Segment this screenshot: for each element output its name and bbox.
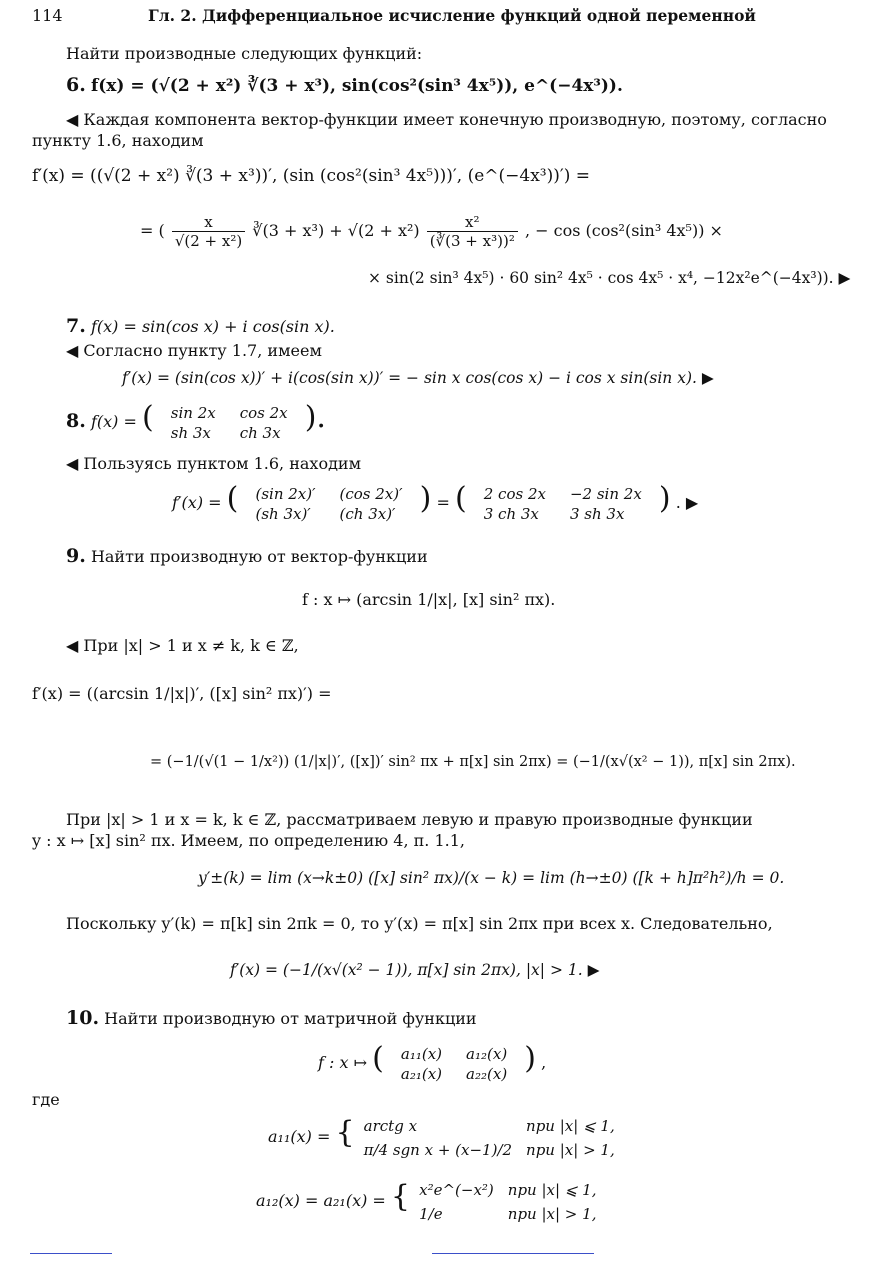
matrix-cell: a₁₂(x) <box>466 1044 508 1063</box>
case-expression: 1/e <box>419 1204 443 1223</box>
problem-6-derivative-line2 <box>140 204 723 258</box>
problem-8-bracket-right: ). <box>304 400 326 435</box>
a11-definition <box>268 1112 625 1162</box>
case-condition: при |x| > 1, <box>507 1204 597 1223</box>
problem-6-number: 6. <box>66 74 86 96</box>
problem-9-text3: Поскольку y′(k) = π[k] sin 2πk = 0, то y′(x) = π[x] sin 2πx при всех x. Следовательно, <box>66 914 773 933</box>
problem-10-number: 10. <box>66 1007 100 1029</box>
a11-brace: { <box>335 1115 355 1150</box>
problem-8-bracket-right-3: ) <box>658 481 671 516</box>
problem-7-formula: f(x) = sin(cos x) + i cos(sin x). <box>90 317 335 336</box>
matrix-cell: cos 2x <box>239 403 288 422</box>
problem-6-solution-line1: ◀ Каждая компонента вектор-функции имеет конечную производную, поэтому, согласно <box>66 110 827 129</box>
problem-6-formula: f(x) = (√(2 + x²) ∛(3 + x³), sin(cos²(sin³ 4x⁵)), e^(−4x³)). <box>90 76 623 96</box>
problem-8-bracket-right-2: ) <box>419 481 432 516</box>
problem-10-statement <box>66 1006 477 1030</box>
problem-6-fraction-1 <box>172 213 245 250</box>
problem-9-text1: При |x| > 1 и x = k, k ∈ ℤ, рассматриваем левую и правую производные функции <box>66 810 753 829</box>
problem-8-bracket-left: ( <box>141 400 154 435</box>
a11-cases <box>360 1114 625 1162</box>
problem-10-map-lhs: f : x ↦ <box>318 1053 367 1072</box>
a12-cases <box>415 1178 606 1226</box>
matrix-cell: a₁₁(x) <box>400 1044 443 1063</box>
footer-link-underline[interactable] <box>432 1253 594 1254</box>
problem-9-map: f : x ↦ (arcsin 1/|x|, [x] sin² πx). <box>302 590 556 609</box>
problem-7-derivative: f′(x) = (sin(cos x))′ + i(cos(sin x))′ = − sin x cos(cos x) − i cos x sin(sin x). ▶ <box>122 369 714 387</box>
problem-8-result-matrix <box>472 484 654 524</box>
matrix-cell: 3 sh 3x <box>569 504 625 523</box>
problem-6-fraction-2-num: x² <box>427 213 518 232</box>
matrix-cell: (ch 3x)′ <box>339 504 396 523</box>
a12-definition <box>256 1176 606 1226</box>
problem-6-fraction-1-den: √(2 + x²) <box>174 232 243 250</box>
problem-8-lhs2: f′(x) = <box>172 493 222 512</box>
problem-9-text2: y : x ↦ [x] sin² πx. Имеем, по определению 4, п. 1.1, <box>32 831 465 850</box>
problem-9-derivative-line1: f′(x) = ((arcsin 1/|x|)′, ([x] sin² πx)′) = <box>32 684 332 703</box>
problem-8-bracket-left-2: ( <box>226 481 239 516</box>
problem-6-fraction-2-den: (∛(3 + x³))² <box>429 232 515 250</box>
problem-6-d2-middle: ∛(3 + x³) + √(2 + x²) <box>252 221 420 240</box>
problem-8-number: 8. <box>66 410 86 432</box>
problem-8-lhs: f(x) = <box>90 412 137 431</box>
problem-6-statement <box>66 70 623 100</box>
problem-7-statement <box>66 314 335 338</box>
problem-8-derivative-matrix <box>243 484 414 524</box>
problem-6-derivative-line3: × sin(2 sin³ 4x⁵) · 60 sin² 4x⁵ · cos 4x⁵ · x⁴, −12x²e^(−4x³)). ▶ <box>368 269 851 287</box>
problem-8-bracket-left-3: ( <box>454 481 467 516</box>
case-condition: при |x| > 1, <box>526 1140 615 1159</box>
matrix-cell: (cos 2x)′ <box>339 484 403 503</box>
problem-6-solution-line2: пункту 1.6, находим <box>32 131 204 150</box>
problem-9-derivative-line2: = (−1/(√(1 − 1/x²)) (1/|x|)′, ([x])′ sin² πx + π[x] sin 2πx) = (−1/(x√(x² − 1)), π[x] sin 2πx). <box>150 754 796 770</box>
problem-8-statement <box>66 398 326 444</box>
intro-text: Найти производные следующих функций: <box>66 44 423 63</box>
matrix-cell: a₂₂(x) <box>466 1064 508 1083</box>
a11-lhs: a₁₁(x) = <box>268 1127 331 1146</box>
where-text: где <box>32 1090 60 1109</box>
matrix-cell: (sin 2x)′ <box>255 484 316 503</box>
matrix-cell: ch 3x <box>239 423 281 442</box>
problem-6-fraction-2 <box>427 213 518 250</box>
a12-brace: { <box>390 1179 411 1214</box>
problem-8-derivative: f′(x) = ( (sin 2x)′ (cos 2x)′ (sh 3x)′ (ch 3x)′ ) = ( 2 cos 2x −2 sin 2x 3 ch 3x 3 sh 3x ) . ▶ <box>172 481 699 523</box>
problem-9-result: f′(x) = (−1/(x√(x² − 1)), π[x] sin 2πx), |x| > 1. ▶ <box>230 961 600 979</box>
problem-10-map: f : x ↦ ( a₁₁(x) a₁₂(x) a₂₁(x) a₂₂(x) ) , <box>318 1041 547 1083</box>
case-expression: arctg x <box>363 1116 418 1135</box>
case-condition: при |x| ⩽ 1, <box>507 1180 597 1199</box>
problem-9-text: Найти производную от вектор-функции <box>90 547 428 566</box>
problem-10-text: Найти производную от матричной функции <box>104 1009 477 1028</box>
a12-lhs: a₁₂(x) = a₂₁(x) = <box>256 1191 386 1210</box>
case-expression: x²e^(−x²) <box>419 1180 494 1199</box>
case-expression: π/4 sgn x + (x−1)/2 <box>363 1140 513 1159</box>
matrix-cell: −2 sin 2x <box>569 484 642 503</box>
page-number: 114 <box>32 6 63 25</box>
matrix-cell: (sh 3x)′ <box>255 504 311 523</box>
problem-7-number: 7. <box>66 315 86 337</box>
problem-10-bracket-left: ( <box>372 1041 384 1076</box>
footer-link-underline[interactable] <box>30 1253 112 1254</box>
problem-9-limit: y′±(k) = lim (x→k±0) ([x] sin² πx)/(x − k) = lim (h→±0) ([k + h]π²h²)/h = 0. <box>198 869 785 887</box>
matrix-cell: a₂₁(x) <box>400 1064 443 1083</box>
problem-6-d2-open: = ( <box>140 221 165 240</box>
case-condition: при |x| ⩽ 1, <box>526 1116 615 1135</box>
problem-7-solution: ◀ Согласно пункту 1.7, имеем <box>66 341 322 360</box>
matrix-cell: sh 3x <box>170 423 211 442</box>
problem-8-solution: ◀ Пользуясь пунктом 1.6, находим <box>66 454 362 473</box>
problem-6-fraction-1-num: x <box>172 213 245 232</box>
problem-9-number: 9. <box>66 545 86 567</box>
problem-6-d2-tail: , − cos (cos²(sin³ 4x⁵)) × <box>524 221 723 240</box>
problem-9-condition: ◀ При |x| > 1 и x ≠ k, k ∈ ℤ, <box>66 636 299 655</box>
matrix-cell: 2 cos 2x <box>483 484 546 503</box>
problem-8-end: . ▶ <box>675 493 699 512</box>
matrix-cell: 3 ch 3x <box>483 504 539 523</box>
problem-10-bracket-right: ) <box>524 1041 536 1076</box>
problem-6-derivative-line1: f′(x) = ((√(2 + x²) ∛(3 + x³))′, (sin (cos²(sin³ 4x⁵)))′, (e^(−4x³))′) = <box>32 166 591 186</box>
problem-10-matrix <box>389 1044 519 1084</box>
running-title: Гл. 2. Дифференциальное исчисление функций одной переменной <box>148 6 756 25</box>
problem-9-statement <box>66 544 428 568</box>
problem-8-matrix <box>159 403 300 443</box>
matrix-cell: sin 2x <box>170 403 216 422</box>
